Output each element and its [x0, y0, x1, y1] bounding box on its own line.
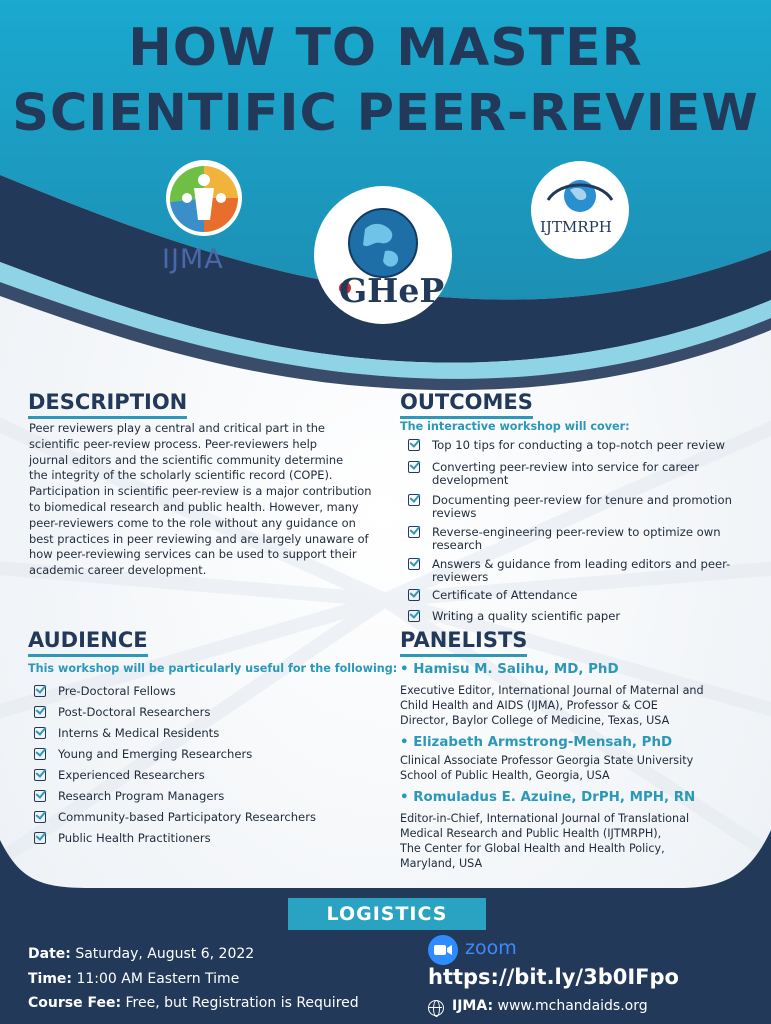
outcome-text: Writing a quality scientific paper [432, 609, 621, 623]
description-line: journal editors and the scientific community determine [29, 452, 344, 467]
outcome-item [406, 610, 736, 626]
outcome-text: Top 10 tips for conducting a top-notch peer review [432, 438, 726, 452]
outcome-item [406, 461, 736, 494]
audience-text: Community-based Participatory Researchers [58, 810, 316, 824]
audience-text: Research Program Managers [58, 789, 225, 803]
audience-text: Interns & Medical Residents [58, 726, 220, 740]
panelist-description [400, 811, 740, 871]
audience-item [32, 748, 372, 769]
outcome-text: Documenting peer-review for tenure and promotion reviews [432, 493, 732, 520]
outcome-text: Answers & guidance from leading editors and peer-reviewers [432, 557, 731, 584]
checkbox-check-icon [34, 748, 46, 760]
description-heading: DESCRIPTION [28, 390, 187, 419]
checkbox-check-icon [34, 706, 46, 718]
panelist-name: • Hamisu M. Salihu, MD, PhD [400, 662, 619, 677]
checkbox-check-icon [408, 461, 420, 473]
checkbox-check-icon [408, 494, 420, 506]
outcome-item [406, 439, 736, 461]
outcome-item [406, 589, 736, 610]
audience-item [32, 832, 372, 853]
panelist-line: Maryland, USA [400, 857, 483, 870]
panelists-heading: PANELISTS [400, 628, 527, 657]
ghep-logo-text: GHeP [339, 271, 445, 310]
audience-text: Experienced Researchers [58, 768, 205, 782]
title-line-1: HOW TO MASTER [128, 18, 643, 78]
checkbox-check-icon [34, 727, 46, 739]
panelist-description [400, 683, 740, 728]
ijma-logo [160, 158, 250, 278]
panelist-line: Clinical Associate Professor Georgia State University [400, 754, 694, 767]
description-line: how peer-reviewing services can be used to support their [29, 547, 357, 562]
audience-text: Public Health Practitioners [58, 831, 211, 845]
description-line: to biomedical research and public health. However, many [29, 499, 359, 514]
outcome-text: Certificate of Attendance [432, 588, 578, 602]
zoom-camera-icon [428, 935, 458, 965]
outcome-item [406, 494, 736, 526]
website-label: IJMA: [452, 998, 494, 1014]
panelist-line: The Center for Global Health and Health Policy, [400, 842, 665, 855]
audience-item [32, 706, 372, 727]
checkbox-check-icon [408, 610, 420, 622]
audience-text: Young and Emerging Researchers [58, 747, 253, 761]
checkbox-check-icon [34, 685, 46, 697]
description-line: peer-reviewers come to the role without any guidance on [29, 515, 356, 530]
logistics-heading: LOGISTICS [288, 898, 486, 930]
audience-text: Pre-Doctoral Fellows [58, 684, 176, 698]
ijtmrph-logo-text: IJTMRPH [540, 218, 612, 236]
logistics-time [28, 971, 239, 987]
checkbox-check-icon [34, 769, 46, 781]
audience-item [32, 790, 372, 811]
outcome-text: Converting peer-review into service for career development [432, 460, 700, 487]
website-line [428, 998, 648, 1014]
panelist-line: Executive Editor, International Journal of Maternal and [400, 684, 704, 697]
audience-heading: AUDIENCE [28, 628, 148, 657]
outcome-text: Reverse-engineering peer-review to optimize own research [432, 525, 721, 552]
panelist-line: Editor-in-Chief, International Journal of Translational [400, 812, 690, 825]
fee-label: Course Fee: [28, 995, 122, 1011]
date-label: Date: [28, 946, 71, 962]
panelist-name: • Romuladus E. Azuine, DrPH, MPH, RN [400, 790, 696, 805]
panelist-name: • Elizabeth Armstrong-Mensah, PhD [400, 735, 673, 750]
panelist-line: Child Health and AIDS (IJMA), Professor & COE [400, 699, 658, 712]
outcome-item [406, 526, 736, 558]
description-body [29, 421, 399, 579]
checkbox-check-icon [408, 589, 420, 601]
audience-item [32, 685, 372, 706]
panelist-line: School of Public Health, Georgia, USA [400, 769, 610, 782]
checkbox-check-icon [408, 558, 420, 570]
description-line: Peer reviewers play a central and critical part in the [29, 421, 325, 435]
audience-lead: This workshop will be particularly useful for the following: [28, 662, 398, 675]
outcomes-lead: The interactive workshop will cover: [400, 420, 630, 433]
website-link[interactable]: www.mchandaids.org [497, 998, 648, 1014]
time-label: Time: [28, 971, 73, 987]
ijma-logo-text: IJMA [162, 244, 224, 275]
description-line: the integrity of the scholarly scientific record (COPE). [29, 468, 333, 483]
description-line: scientific peer-review process. Peer-reviewers help [29, 436, 317, 451]
description-line: best practices in peer reviewing and are largely unaware of [29, 531, 369, 546]
registration-link[interactable]: https://bit.ly/3b0IFpo [428, 965, 679, 989]
audience-item [32, 769, 372, 790]
zoom-label: zoom [465, 937, 517, 959]
ijtmrph-logo [530, 160, 630, 260]
outcomes-heading: OUTCOMES [400, 390, 533, 419]
panelist-line: Director, Baylor College of Medicine, Texas, USA [400, 714, 670, 727]
checkbox-check-icon [34, 811, 46, 823]
checkbox-check-icon [408, 526, 420, 538]
checkbox-check-icon [408, 439, 420, 451]
audience-item [32, 811, 372, 832]
outcomes-list [406, 439, 736, 626]
time-value: 11:00 AM Eastern Time [76, 971, 240, 987]
description-line: Participation in scientific peer-review is a major contribution [29, 484, 372, 499]
date-value: Saturday, August 6, 2022 [75, 946, 255, 962]
audience-list [32, 685, 372, 853]
panelist-description [400, 753, 740, 783]
checkbox-check-icon [34, 832, 46, 844]
outcome-item [406, 558, 736, 589]
ghep-logo [313, 185, 453, 325]
audience-text: Post-Doctoral Researchers [58, 705, 211, 719]
panelist-line: Medical Research and Public Health (IJTMRPH), [400, 827, 662, 840]
description-line: academic career development. [29, 563, 207, 578]
title-line-2: SCIENTIFIC PEER-REVIEW [12, 84, 759, 143]
logistics-fee [28, 995, 359, 1011]
audience-item [32, 727, 372, 748]
fee-value: Free, but Registration is Required [125, 995, 359, 1011]
logistics-date [28, 946, 254, 962]
checkbox-check-icon [34, 790, 46, 802]
